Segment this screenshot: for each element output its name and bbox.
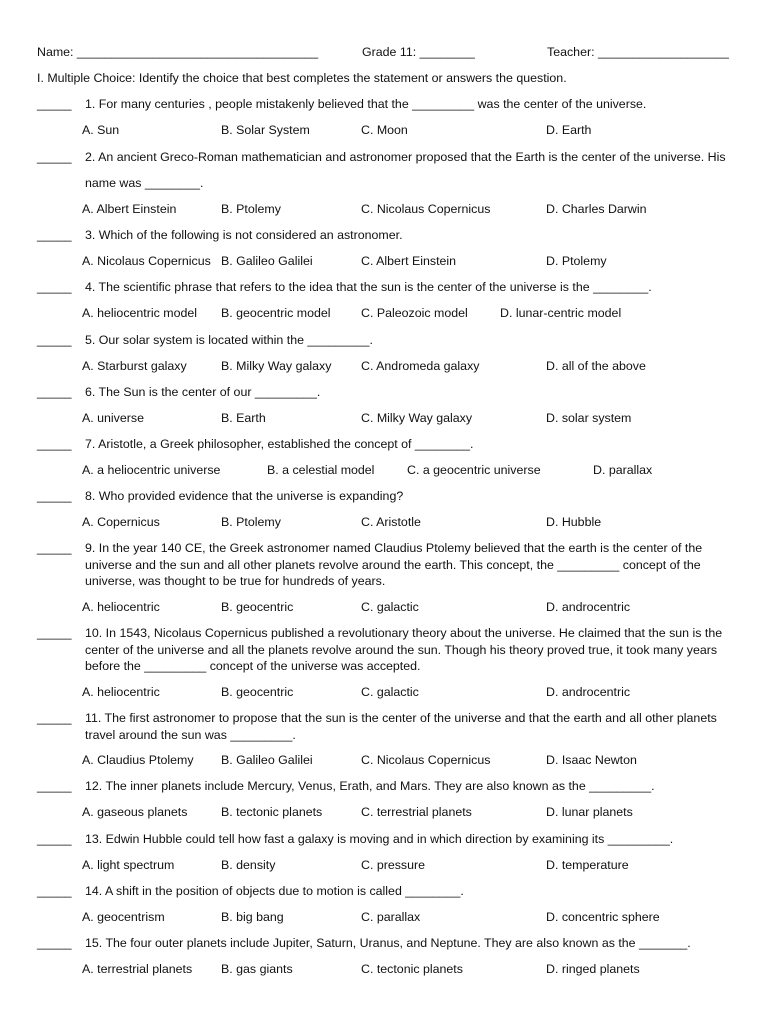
option-c: C. Milky Way galaxy bbox=[361, 411, 473, 425]
question-text: 12. The inner planets include Mercury, Venus, Erath, and Mars. They are also known as the _________. bbox=[85, 779, 655, 793]
option-a: A. Claudius Ptolemy bbox=[82, 753, 194, 767]
option-b: B. gas giants bbox=[221, 962, 293, 976]
option-d: D. solar system bbox=[546, 411, 632, 425]
option-c: C. Paleozoic model bbox=[361, 306, 468, 320]
option-d: D. all of the above bbox=[546, 359, 646, 373]
question-text: 3. Which of the following is not considered an astronomer. bbox=[85, 228, 403, 242]
option-b: B. Ptolemy bbox=[221, 515, 281, 529]
option-b: B. tectonic planets bbox=[221, 805, 323, 819]
answer-blank: _____ bbox=[37, 385, 72, 399]
option-d: D. Charles Darwin bbox=[546, 202, 647, 216]
option-d: D. lunar-centric model bbox=[500, 306, 622, 320]
option-d: D. Hubble bbox=[546, 515, 602, 529]
option-c: C. parallax bbox=[361, 910, 421, 924]
option-b: B. geocentric bbox=[221, 685, 294, 699]
option-d: D. ringed planets bbox=[546, 962, 640, 976]
option-d: D. concentric sphere bbox=[546, 910, 660, 924]
question-text: 8. Who provided evidence that the universe is expanding? bbox=[85, 489, 404, 503]
option-a: A. light spectrum bbox=[82, 858, 175, 872]
answer-blank: _____ bbox=[37, 150, 72, 164]
question-text: 9. In the year 140 CE, the Greek astronomer named Claudius Ptolemy believed that the earth is the center of the universe and the sun and all other planets revolve around the earth. This concept, the _________ concept of the universe, was thought to be true for hundreds of years. bbox=[85, 541, 703, 588]
option-a: A. Copernicus bbox=[82, 515, 160, 529]
option-a: A. heliocentric model bbox=[82, 306, 198, 320]
answer-blank: _____ bbox=[37, 884, 72, 898]
answer-blank: _____ bbox=[37, 228, 72, 242]
option-c: C. Nicolaus Copernicus bbox=[361, 753, 491, 767]
question-text: 10. In 1543, Nicolaus Copernicus published a revolutionary theory about the universe. He claimed that the sun is the center of the universe and all the planets revolve around the sun. Though his theory proved true, it took many years before the _________ concept of the universe was accepted. bbox=[85, 626, 723, 673]
option-c: C. pressure bbox=[361, 858, 426, 872]
option-c: C. Albert Einstein bbox=[361, 254, 457, 268]
question-text: 1. For many centuries , people mistakenly believed that the _________ was the center of the universe. bbox=[85, 97, 647, 111]
option-c: C. Nicolaus Copernicus bbox=[361, 202, 491, 216]
option-b: B. geocentric model bbox=[221, 306, 331, 320]
option-d: D. lunar planets bbox=[546, 805, 633, 819]
answer-blank: _____ bbox=[37, 711, 72, 725]
option-a: A. Sun bbox=[82, 123, 120, 137]
question-text: 2. An ancient Greco-Roman mathematician and astronomer proposed that the Earth is the center of the universe. His name was ________. bbox=[85, 150, 726, 190]
option-c: C. Andromeda galaxy bbox=[361, 359, 480, 373]
option-c: C. a geocentric universe bbox=[407, 463, 541, 477]
option-b: B. a celestial model bbox=[267, 463, 375, 477]
option-c: C. tectonic planets bbox=[361, 962, 463, 976]
option-c: C. Moon bbox=[361, 123, 408, 137]
answer-blank: _____ bbox=[37, 779, 72, 793]
answer-blank: _____ bbox=[37, 541, 72, 555]
option-b: B. Galileo Galilei bbox=[221, 254, 313, 268]
grade-field: Grade 11: ________ bbox=[362, 45, 475, 59]
question-text: 5. Our solar system is located within the _________. bbox=[85, 333, 373, 347]
question-text: 6. The Sun is the center of our _________. bbox=[85, 385, 321, 399]
option-a: A. heliocentric bbox=[82, 685, 160, 699]
question-text: 11. The first astronomer to propose that the sun is the center of the universe and that the earth and all other planets travel around the sun was _________. bbox=[85, 711, 717, 742]
option-b: B. Solar System bbox=[221, 123, 310, 137]
option-b: B. Galileo Galilei bbox=[221, 753, 313, 767]
answer-blank: _____ bbox=[37, 936, 72, 950]
option-d: D. Isaac Newton bbox=[546, 753, 637, 767]
option-a: A. geocentrism bbox=[82, 910, 165, 924]
option-d: D. Earth bbox=[546, 123, 592, 137]
option-d: D. parallax bbox=[593, 463, 653, 477]
option-a: A. heliocentric bbox=[82, 600, 160, 614]
option-a: A. a heliocentric universe bbox=[82, 463, 221, 477]
option-b: B. Earth bbox=[221, 411, 266, 425]
option-b: B. density bbox=[221, 858, 276, 872]
option-c: C. terrestrial planets bbox=[361, 805, 472, 819]
option-b: B. Ptolemy bbox=[221, 202, 281, 216]
option-c: C. galactic bbox=[361, 685, 419, 699]
option-d: D. androcentric bbox=[546, 600, 631, 614]
option-a: A. universe bbox=[82, 411, 144, 425]
question-text: 7. Aristotle, a Greek philosopher, established the concept of ________. bbox=[85, 437, 474, 451]
answer-blank: _____ bbox=[37, 437, 72, 451]
option-b: B. big bang bbox=[221, 910, 284, 924]
question-text: 4. The scientific phrase that refers to the idea that the sun is the center of the universe is the ________. bbox=[85, 280, 652, 294]
answer-blank: _____ bbox=[37, 626, 72, 640]
option-b: B. geocentric bbox=[221, 600, 294, 614]
name-field: Name: ___________________________________ bbox=[37, 45, 319, 59]
option-d: D. temperature bbox=[546, 858, 629, 872]
question-text: 13. Edwin Hubble could tell how fast a galaxy is moving and in which direction by examining its _________. bbox=[85, 832, 674, 846]
answer-blank: _____ bbox=[37, 280, 72, 294]
option-c: C. Aristotle bbox=[361, 515, 421, 529]
option-a: A. Albert Einstein bbox=[82, 202, 177, 216]
question-text: 15. The four outer planets include Jupiter, Saturn, Uranus, and Neptune. They are also known as the _______. bbox=[85, 936, 691, 950]
option-a: A. Starburst galaxy bbox=[82, 359, 187, 373]
answer-blank: _____ bbox=[37, 832, 72, 846]
option-d: D. androcentric bbox=[546, 685, 631, 699]
option-c: C. galactic bbox=[361, 600, 419, 614]
answer-blank: _____ bbox=[37, 333, 72, 347]
answer-blank: _____ bbox=[37, 489, 72, 503]
answer-blank: _____ bbox=[37, 97, 72, 111]
option-a: A. terrestrial planets bbox=[82, 962, 193, 976]
instructions: I. Multiple Choice: Identify the choice that best completes the statement or answers the question. bbox=[37, 71, 567, 85]
teacher-field: Teacher: ___________________ bbox=[547, 45, 729, 59]
option-d: D. Ptolemy bbox=[546, 254, 607, 268]
option-a: A. Nicolaus Copernicus bbox=[82, 254, 211, 268]
option-a: A. gaseous planets bbox=[82, 805, 188, 819]
question-text: 14. A shift in the position of objects due to motion is called ________. bbox=[85, 884, 464, 898]
option-b: B. Milky Way galaxy bbox=[221, 359, 332, 373]
